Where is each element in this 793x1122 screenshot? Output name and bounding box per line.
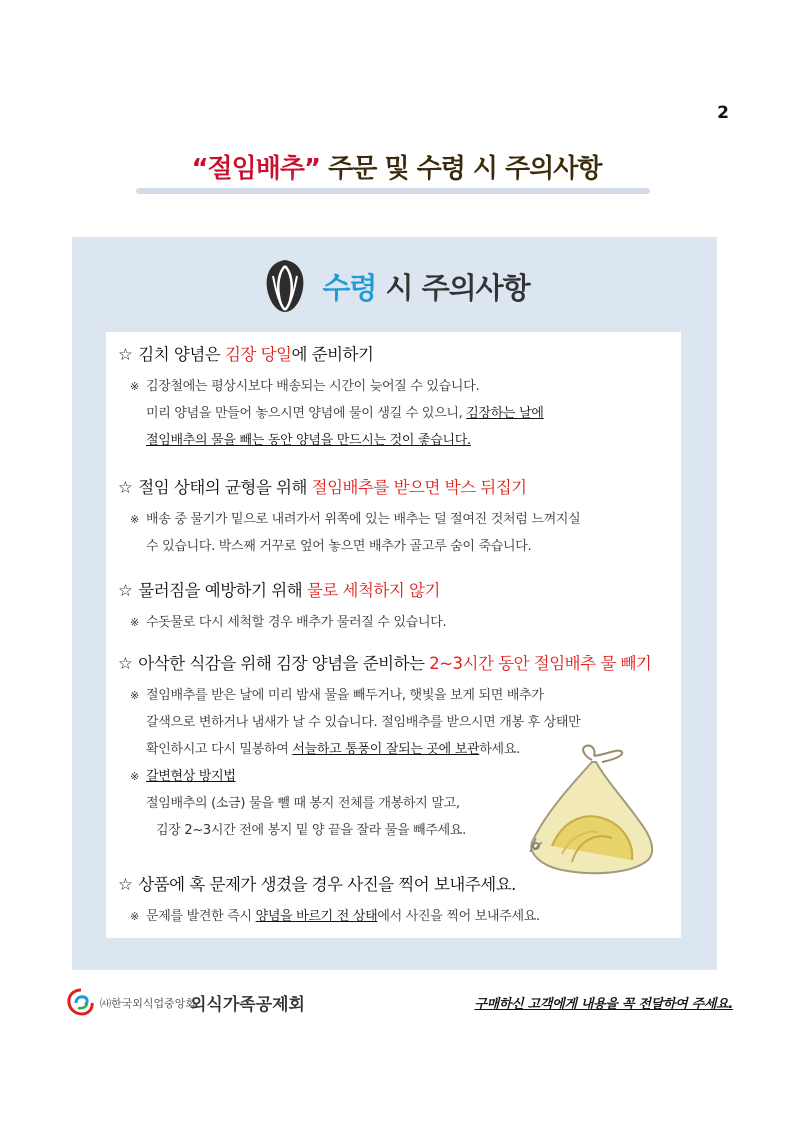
page-title-quoted: “절임배추” <box>191 154 321 184</box>
reference-mark: ※ <box>130 689 139 702</box>
star-icon: ☆ <box>118 581 133 600</box>
item-title <box>118 343 683 367</box>
item-title <box>118 579 683 603</box>
note-line: 에서 사진을 찍어 보내주세요. <box>377 909 540 924</box>
item-note <box>118 682 683 709</box>
note-line: 절임배추를 받은 날에 미리 밤새 물을 빼두거나, 햇빛을 보게 되면 배추가 <box>146 688 544 703</box>
section-heading-rest: 시 주의사항 <box>385 270 530 305</box>
note-line: 절임배추의 (소금) 물을 뺄 때 봉지 전체를 개봉하지 말고, <box>146 796 460 811</box>
star-icon: ☆ <box>118 875 133 894</box>
note-line-underlined: 서늘하고 통풍이 잘되는 곳에 보관 <box>292 742 480 757</box>
item-title <box>118 873 683 897</box>
notice-item-3 <box>118 579 683 636</box>
page-number: 2 <box>717 103 729 123</box>
item-title-highlight: 물로 세척하지 않기 <box>306 581 440 600</box>
item-note <box>118 427 683 454</box>
note-line: 확인하시고 다시 밀봉하여 <box>146 742 293 757</box>
note-line-underlined: 양념을 바르기 전 상태 <box>255 909 378 924</box>
notice-item-2 <box>118 476 683 560</box>
subnote-title: 갈변현상 방지법 <box>146 769 236 784</box>
reference-mark: ※ <box>130 616 139 629</box>
notice-item-5 <box>118 873 683 930</box>
item-note <box>118 506 683 533</box>
item-note <box>118 373 683 400</box>
note-line: 갈색으로 변하거나 냄새가 날 수 있습니다. 절임배추를 받으시면 개봉 후 상태만 <box>146 715 581 730</box>
reference-mark: ※ <box>130 910 139 923</box>
section-heading <box>0 258 793 318</box>
item-title-text: 상품에 혹 문제가 생겼을 경우 사진을 찍어 보내주세요. <box>138 875 516 894</box>
item-title <box>118 652 683 676</box>
item-title-text: 김치 양념은 <box>138 345 225 364</box>
item-title <box>118 476 683 500</box>
org-name-small: ㈔한국외식업중앙회 <box>100 997 197 1010</box>
section-heading-blue: 수령 <box>322 270 377 305</box>
page-title <box>0 148 793 185</box>
star-icon: ☆ <box>118 345 133 364</box>
reference-mark: ※ <box>130 380 139 393</box>
note-line: 수 있습니다. 박스째 거꾸로 엎어 놓으면 배추가 골고루 숨이 죽습니다. <box>146 539 532 554</box>
org-name: 외식가족공제회 <box>190 995 305 1015</box>
notice-item-1 <box>118 343 683 454</box>
cabbage-icon <box>263 258 307 314</box>
note-line-underlined: 절임배추의 물을 빼는 동안 양념을 만드시는 것이 좋습니다. <box>146 433 471 448</box>
footer-note: 구매하신 고객에게 내용을 꼭 전달하여 주세요. <box>474 997 733 1012</box>
note-line: 수돗물로 다시 세척할 경우 배추가 물러질 수 있습니다. <box>146 615 447 630</box>
logo-swirl-icon <box>66 987 96 1017</box>
item-note <box>118 400 683 427</box>
item-note <box>118 709 683 736</box>
item-title-highlight: 2~3시간 동안 절임배추 물 빼기 <box>429 654 652 673</box>
item-title-text: 아삭한 식감을 위해 김장 양념을 준비하는 <box>138 654 430 673</box>
note-line: 하세요. <box>479 742 520 757</box>
section-heading-text <box>322 266 529 307</box>
item-note <box>118 533 683 560</box>
note-line: 배송 중 물기가 밑으로 내려가서 위쪽에 있는 배추는 덜 절여진 것처럼 느껴지실 <box>146 512 581 527</box>
cabbage-bag-illustration <box>522 742 662 882</box>
note-line-underlined: 김장하는 날에 <box>466 406 544 421</box>
item-title-text: 물러짐을 예방하기 위해 <box>138 581 307 600</box>
reference-mark: ※ <box>130 770 139 783</box>
item-title-highlight: 김장 당일 <box>224 345 292 364</box>
star-icon: ☆ <box>118 654 133 673</box>
item-title-highlight: 절임배추를 받으면 박스 뒤집기 <box>311 478 527 497</box>
item-title-text: 절임 상태의 균형을 위해 <box>138 478 312 497</box>
page-title-rest: 주문 및 수령 시 주의사항 <box>328 154 602 184</box>
note-line: 문제를 발견한 즉시 <box>146 909 256 924</box>
star-icon: ☆ <box>118 478 133 497</box>
note-line: 미리 양념을 만들어 놓으시면 양념에 물이 생길 수 있으니, <box>146 406 467 421</box>
item-note <box>118 609 683 636</box>
reference-mark: ※ <box>130 513 139 526</box>
note-line: 김장철에는 평상시보다 배송되는 시간이 늦어질 수 있습니다. <box>146 379 480 394</box>
note-line: 김장 2~3시간 전에 봉지 밑 양 끝을 잘라 물을 빼주세요. <box>156 823 467 838</box>
item-note <box>118 903 683 930</box>
title-underline <box>136 188 650 194</box>
item-title-text: 에 준비하기 <box>291 345 374 364</box>
